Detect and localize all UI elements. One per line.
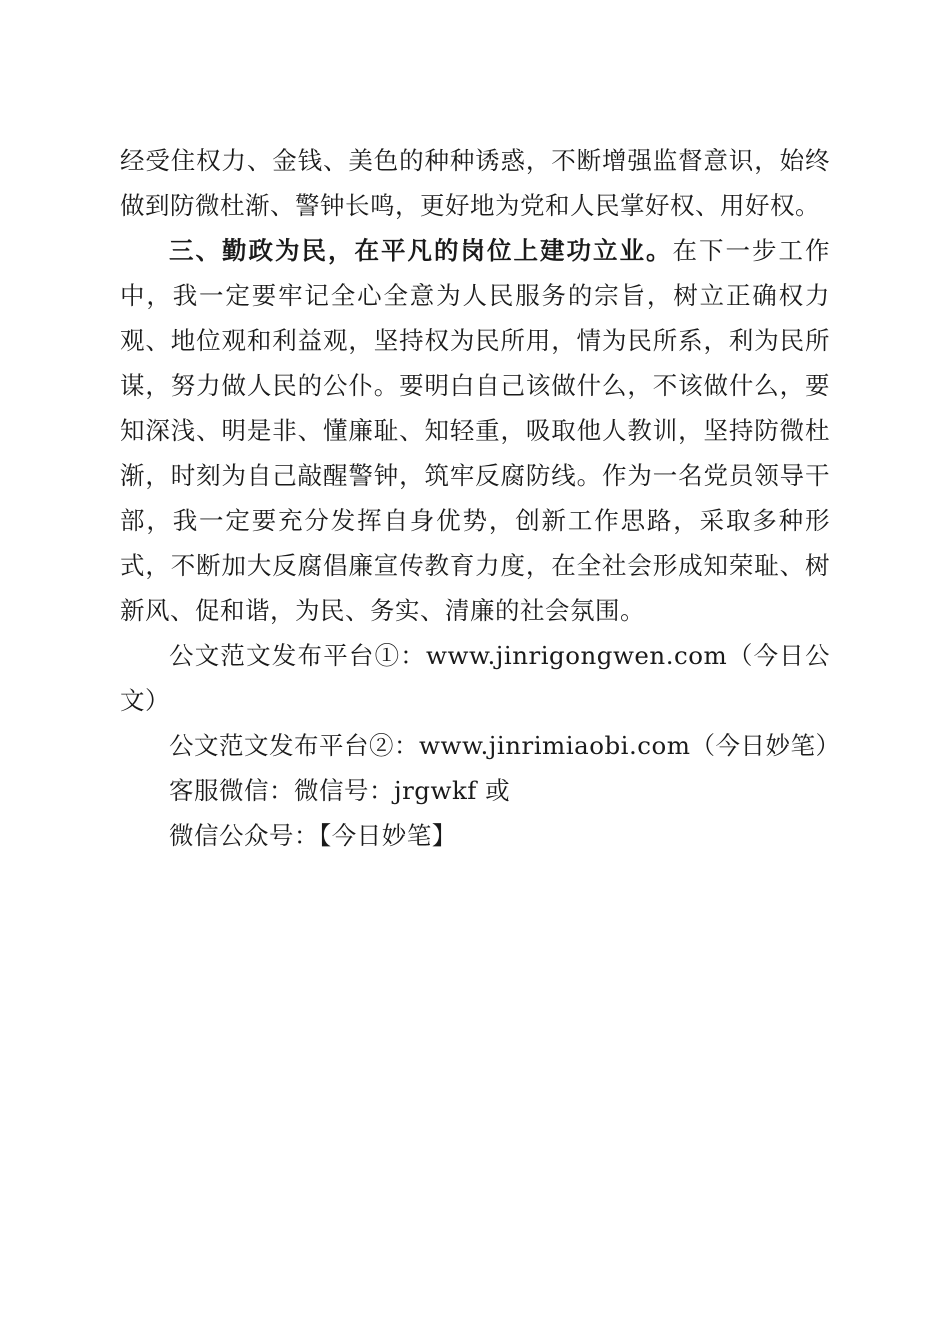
customer-service-line: 客服微信：微信号：jrgwkf 或 <box>169 776 511 805</box>
section-body: 在下一步工作中，我一定要牢记全心全意为人民服务的宗旨，树立正确权力观、地位观和利益观，坚持权为民所用，情为民所系，利为民所谋，努力做人民的公仆。要明白自己该做什么，不该做什么，要知深浅、明是非、懂廉耻、知轻重，吸取他人教训，坚持防微杜渐，时刻为自己敲醒警钟，筑牢反腐防线。作为一名党员领导干部，我一定要充分发挥自身优势，创新工作思路，采取多种形式，不断加大反腐倡廉宣传教育力度，在全社会形成知荣耻、树新风、促和谐，为民、务实、清廉的社会氛围。 <box>120 236 830 625</box>
paragraph-section-three <box>120 228 830 633</box>
section-heading: 三、勤政为民，在平凡的岗位上建功立业。 <box>169 236 673 265</box>
wechat-account-line: 微信公众号：【今日妙笔】 <box>169 821 457 850</box>
document-body <box>120 138 841 858</box>
platform-one-line: 公文范文发布平台①：www.jinrigongwen.com（今日公文） <box>120 641 830 715</box>
platform-two-line: 公文范文发布平台②：www.jinrimiaobi.com（今日妙笔） <box>169 731 841 760</box>
paragraph-continued: 经受住权力、金钱、美色的种种诱惑，不断增强监督意识，始终做到防微杜渐、警钟长鸣，更好地为党和人民掌好权、用好权。 <box>120 146 830 220</box>
